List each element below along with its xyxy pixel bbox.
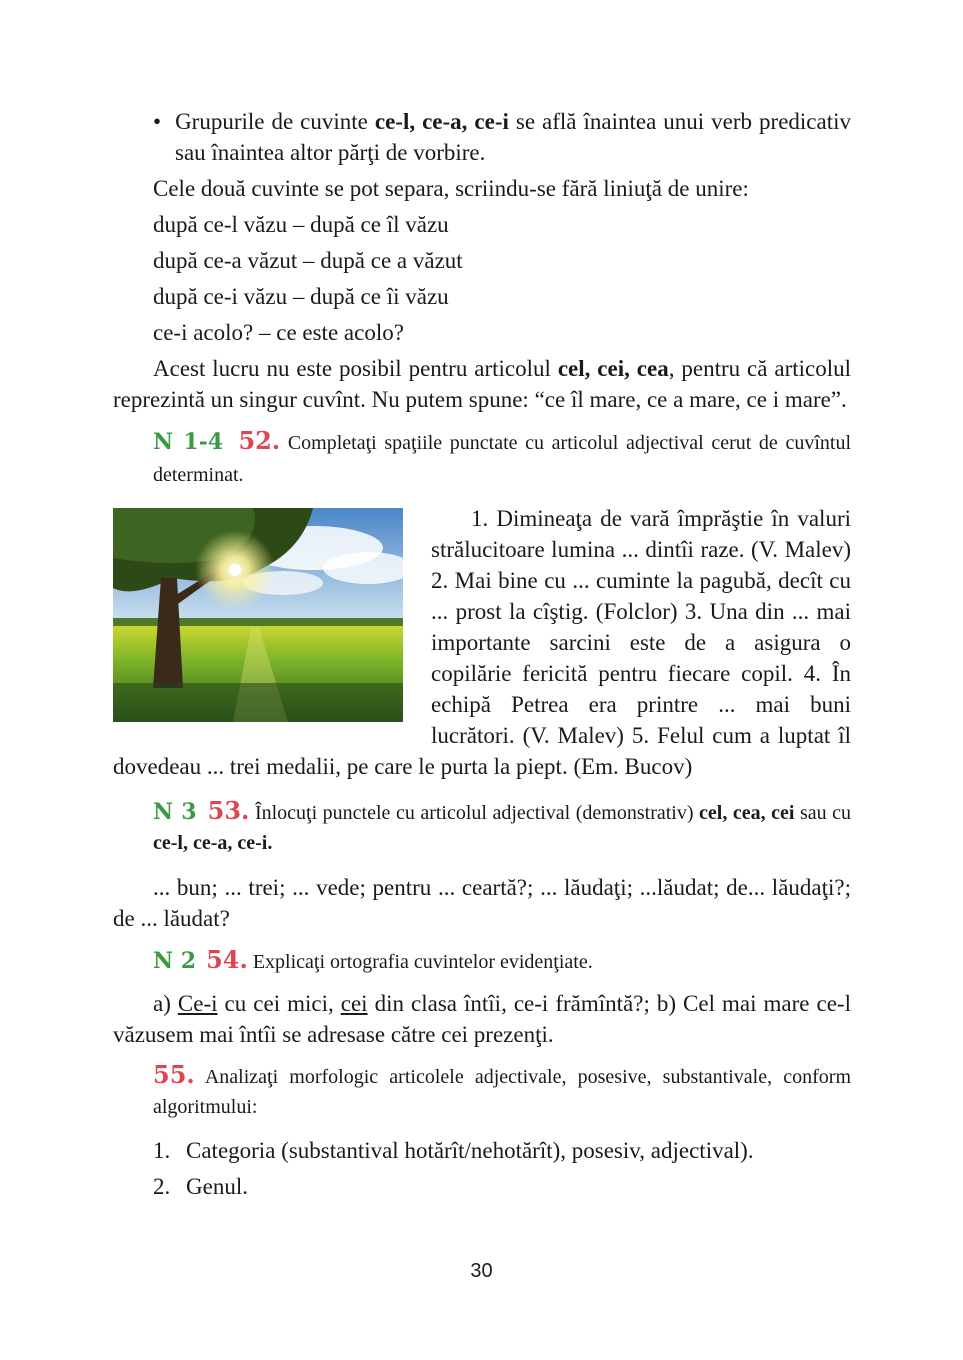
list-item-number: 2. bbox=[153, 1174, 171, 1199]
para-article-pre: Acest lucru nu este posibil pentru articolul bbox=[153, 356, 558, 381]
list-item bbox=[113, 1170, 851, 1203]
exercise-number: 53. bbox=[207, 796, 250, 825]
bullet-rule bbox=[113, 106, 851, 168]
exercise-instruction-bold: cel, cea, cei bbox=[699, 802, 795, 824]
bullet-bold: ce-l, ce-a, ce-i bbox=[374, 109, 509, 134]
exercise-53-text: ... bun; ... trei; ... vede; pentru ... ceartă?; ... lăudaţi; ...lăudat; de... lăudaţi?; de ... lăudat? bbox=[113, 875, 851, 931]
example-line: după ce-i văzu – după ce îi văzu bbox=[153, 284, 449, 309]
exercise-52-text: 1. Dimineaţa de vară împrăştie în valuri strălucitoare lumina ... dintîi raze. (V. Malev) 2. Mai bine cu ... cuminte la pagubă, decît cu ... prost la cîştig. (Folclor) 3. Una din ... mai importante sarcini este de a asigura o copilărie fericită pentru fiecare copil. 4. În echipă Petrea era printre ... mai buni lucrători. (V. Malev) 5. Felul cum a luptat îl dovedeau ... trei medalii, pe care le purta la piept. (Em. Bucov) bbox=[113, 506, 851, 779]
exercise-54-header bbox=[113, 944, 851, 978]
example-line: ce-i acolo? – ce este acolo? bbox=[153, 320, 404, 345]
exercise-54-text bbox=[113, 988, 851, 1050]
highlighted-word: cei bbox=[340, 991, 368, 1016]
exercise-instruction: Completaţi spaţiile punctate cu articolul adjectival cerut de cuvîntul determinat. bbox=[153, 432, 851, 486]
example-line: după ce-a văzut – după ce a văzut bbox=[153, 248, 463, 273]
exercise-number: 54. bbox=[206, 945, 248, 974]
level-badge: N 3 bbox=[153, 799, 197, 825]
exercise-instruction-bold: ce-l, ce-a, ce-i. bbox=[153, 832, 273, 854]
para-separate: Cele două cuvinte se pot separa, scriindu-se fără liniuţă de unire: bbox=[153, 176, 749, 201]
exercise-number: 52. bbox=[238, 426, 281, 455]
exercise-number: 55. bbox=[153, 1060, 195, 1089]
exercise-instruction: Analizaţi morfologic articolele adjectivale, posesive, substantivale, conform algoritmului: bbox=[153, 1066, 851, 1118]
list-item-text: Genul. bbox=[186, 1174, 248, 1199]
example-line: după ce-l văzu – după ce îl văzu bbox=[153, 212, 449, 237]
bullet-text-post: se află înaintea unui verb predicativ sau înaintea altor părţi de vorbire. bbox=[175, 109, 852, 165]
level-badge: N 2 bbox=[153, 948, 197, 974]
exercise-52-body bbox=[113, 503, 851, 782]
text-segment: din clasa întîi, ce-i frămîntă?; b) Cel mai mare ce-l văzusem mai întîi se adresase către cei prezenţi. bbox=[113, 991, 851, 1047]
exercise-52-header bbox=[113, 425, 851, 491]
list-item-number: 1. bbox=[153, 1138, 171, 1163]
para-article bbox=[113, 353, 851, 415]
level-badge: N 1-4 bbox=[153, 429, 224, 455]
exercise-instruction-mid: sau cu bbox=[794, 802, 852, 824]
para-article-bold: cel, cei, cea bbox=[557, 356, 669, 381]
exercise-53-header bbox=[113, 796, 851, 858]
exercise-55-header bbox=[113, 1060, 851, 1122]
para-article-post: , pentru că articolul reprezintă un singur cuvînt. Nu putem spune: “ce îl mare, ce a mare, ce i mare”. bbox=[113, 356, 852, 412]
algorithm-list bbox=[113, 1134, 851, 1203]
exercise-instruction: Explicaţi ortografia cuvintelor evidenţiate. bbox=[252, 951, 593, 973]
list-item bbox=[113, 1134, 851, 1167]
textbook-page bbox=[113, 106, 851, 1203]
item-label: a) bbox=[153, 991, 178, 1016]
exercise-instruction-pre: Înlocuţi punctele cu articolul adjectival (demonstrativ) bbox=[254, 802, 700, 824]
bullet-text-pre: Grupurile de cuvinte bbox=[175, 109, 375, 134]
bullet-mark: • bbox=[153, 109, 162, 134]
page-number: 30 bbox=[470, 1260, 493, 1282]
list-item-text: Categoria (substantival hotărît/nehotărît), posesiv, adjectival). bbox=[186, 1138, 754, 1163]
highlighted-word: Ce-i bbox=[177, 991, 218, 1016]
text-segment: cu cei mici, bbox=[217, 991, 341, 1016]
landscape-photo bbox=[113, 508, 403, 722]
